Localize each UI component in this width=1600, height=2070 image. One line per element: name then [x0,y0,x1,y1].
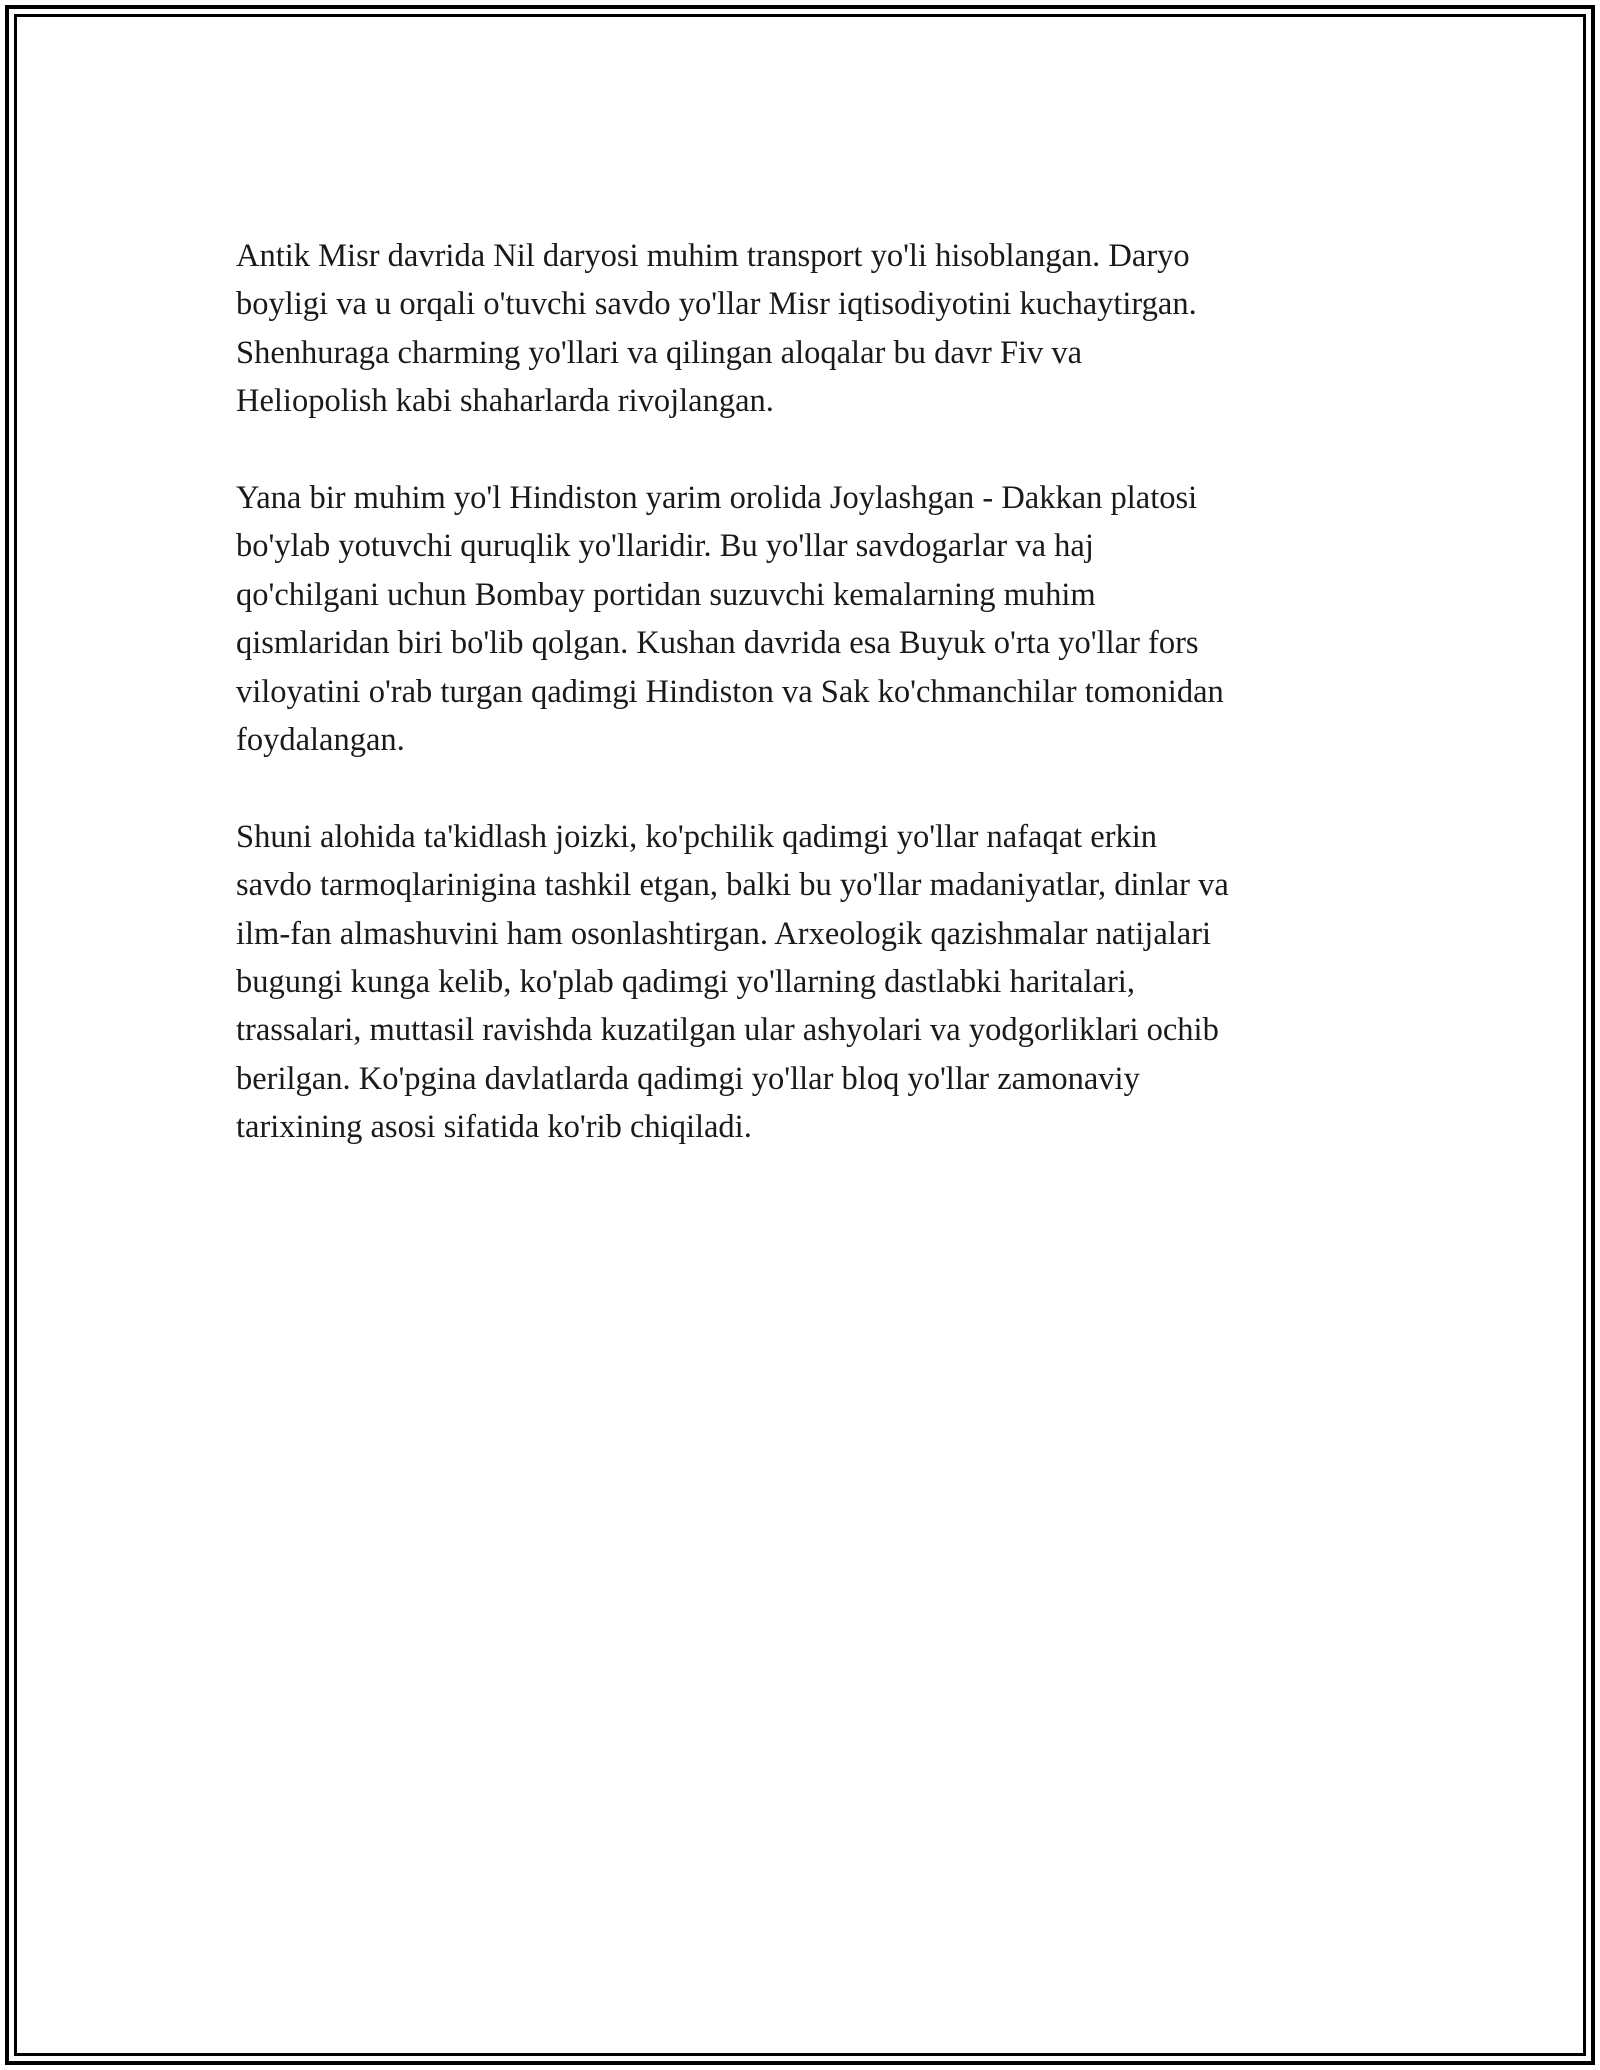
paragraph-1 [236,232,1376,426]
text-line: Yana bir muhim yo'l Hindiston yarim orolida Joylashgan - Dakkan platosi [236,480,1198,517]
text-line: Heliopolish kabi shaharlarda rivojlangan. [236,383,774,420]
text-line: boyligi va u orqali o'tuvchi savdo yo'llar Misr iqtisodiyotini kuchaytirgan. [236,286,1197,323]
text-line: bo'ylab yotuvchi quruqlik yo'llaridir. Bu yo'llar savdogarlar va haj [236,528,1094,565]
text-line: berilgan. Ko'pgina davlatlarda qadimgi yo'llar bloq yo'llar zamonaviy [236,1060,1140,1097]
text-line: tarixining asosi sifatida ko'rib chiqiladi. [236,1109,752,1146]
text-line: Shuni alohida ta'kidlash joizki, ko'pchilik qadimgi yo'llar nafaqat erkin [236,818,1158,855]
text-line: viloyatini o'rab turgan qadimgi Hindiston va Sak ko'chmanchilar tomonidan [236,673,1224,710]
text-line: savdo tarmoqlarinigina tashkil etgan, balki bu yo'llar madaniyatlar, dinlar va [236,867,1229,904]
text-line: qo'chilgani uchun Bombay portidan suzuvchi kemalarning muhim [236,576,1096,613]
text-line: bugungi kunga kelib, ko'plab qadimgi yo'llarning dastlabki haritalari, [236,964,1135,1001]
text-line: qismlaridan biri bo'lib qolgan. Kushan davrida esa Buyuk o'rta yo'llar fors [236,625,1199,662]
paragraph-3 [236,813,1376,1152]
text-line: ilm-fan almashuvini ham osonlashtirgan. Arxeologik qazishmalar natijalari [236,915,1212,952]
text-line: foydalangan. [236,722,405,759]
text-line: trassalari, muttasil ravishda kuzatilgan ular ashyolari va yodgorliklari ochib [236,1012,1219,1049]
paragraph-2 [236,474,1376,764]
text-line: Antik Misr davrida Nil daryosi muhim transport yo'li hisoblangan. Daryo [236,238,1190,274]
document-body [236,232,1376,1200]
text-line: Shenhuraga charming yo'llari va qilingan aloqalar bu davr Fiv va [236,334,1083,371]
